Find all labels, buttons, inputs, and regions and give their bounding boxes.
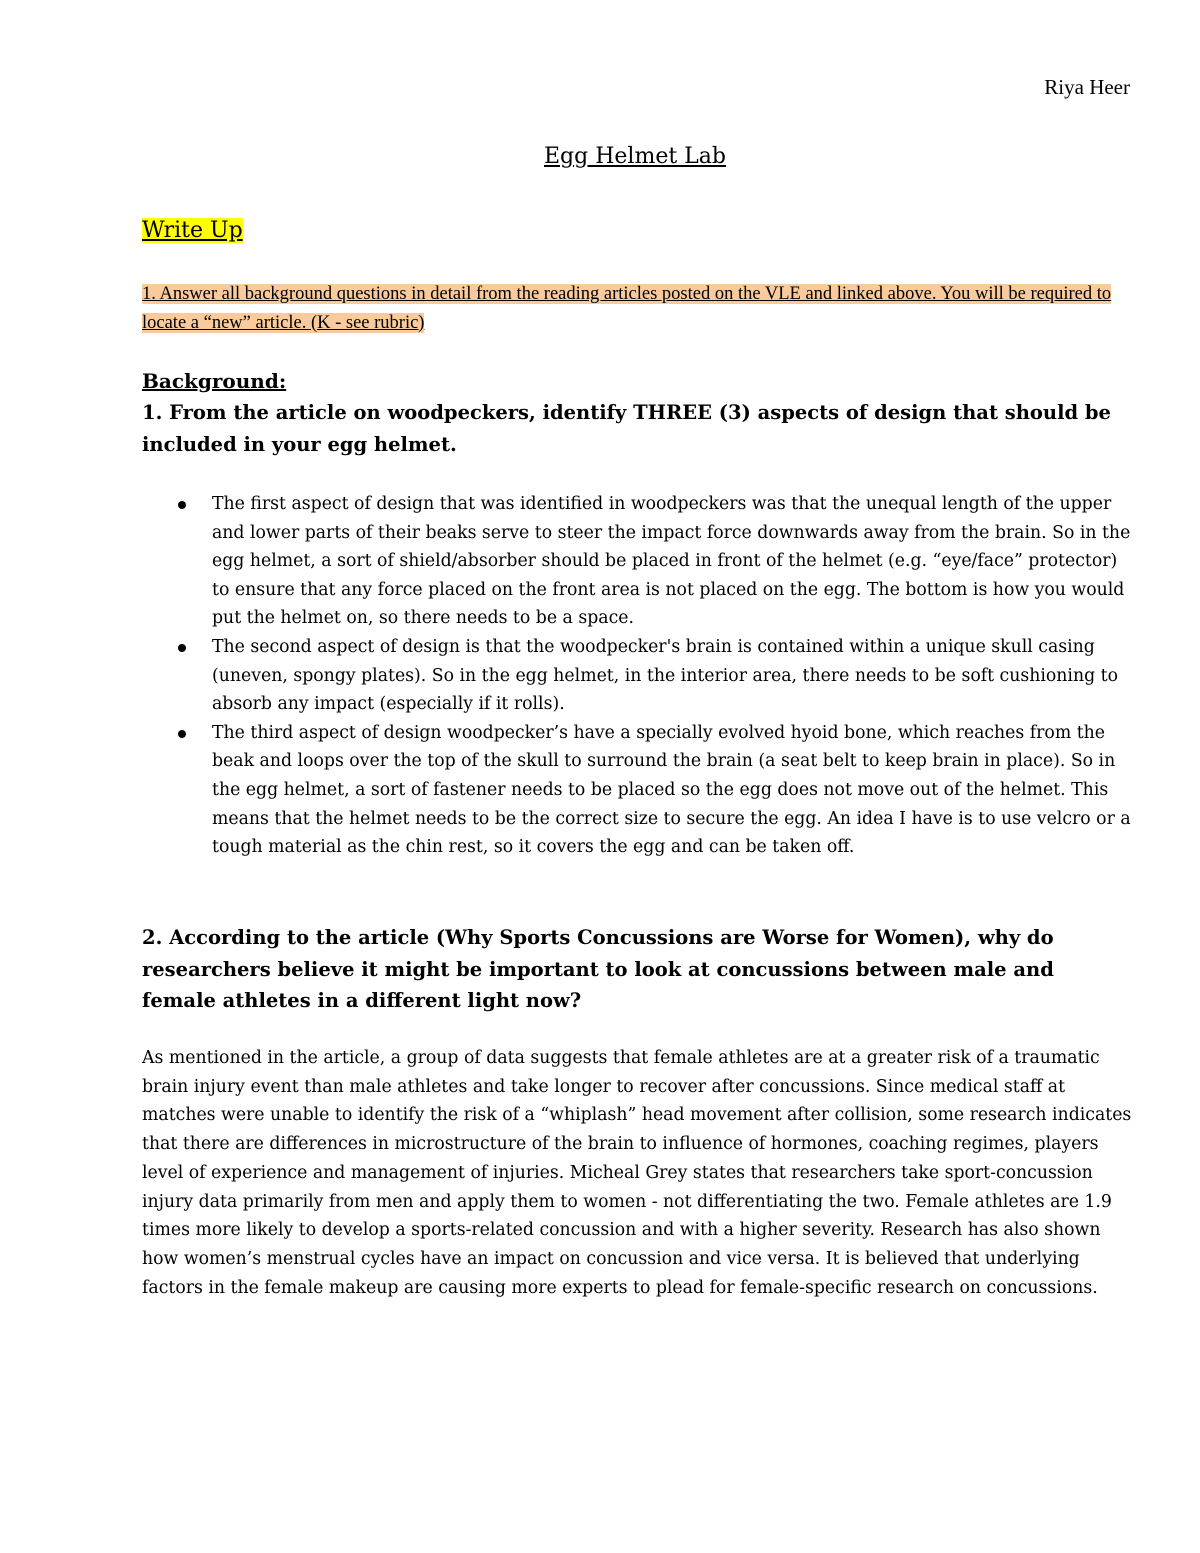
write-up-heading <box>142 216 243 246</box>
author-name: Riya Heer <box>1044 75 1130 99</box>
instruction-text <box>142 280 1122 337</box>
bullet-text-1: The first aspect of design that was identified in woodpeckers was that the unequal length of the upper and lower parts of their beaks serve to steer the impact force downwards away from the brain. So in the egg helmet, a sort of shield/absorber should be placed in front of the helmet (e.g. “eye/face” protector) to ensure that any force placed on the front area is not placed on the egg. The bottom is how you would put the helmet on, so there needs to be a space. <box>212 494 1131 629</box>
bullet-icon <box>178 730 186 738</box>
bullet-text-3: The third aspect of design woodpecker’s have a specially evolved hyoid bone, which reaches from the beak and loops over the top of the skull to surround the brain (a seat belt to keep brain in place). So in the egg helmet, a sort of fastener needs to be placed so the egg does not move out of the helmet. This means that the helmet needs to be the correct size to secure the egg. An idea I have is to use velcro or a tough material as the chin rest, so it covers the egg and can be taken off. <box>212 722 1131 858</box>
bullet-text-2: The second aspect of design is that the woodpecker's brain is contained within a unique skull casing (uneven, spongy plates). So in the egg helmet, in the interior area, there needs to be soft cushioning to absorb any impact (especially if it rolls). <box>212 636 1118 715</box>
bullet-icon <box>178 644 186 652</box>
question-2: 2. According to the article (Why Sports Concussions are Worse for Women), why do researchers believe it might be important to look at concussions between male and female athletes in a different light now? <box>142 926 1054 1012</box>
write-up-heading-text: Write Up <box>142 218 243 243</box>
background-heading: Background: <box>142 369 287 393</box>
bullet-item-2 <box>142 633 1132 719</box>
instruction-highlighted-text: 1. Answer all background questions in detail from the reading articles posted on the VLE and linked above. You will be required to locate a “new” article. (K - see rubric) <box>142 284 1112 333</box>
question-1: 1. From the article on woodpeckers, identify THREE (3) aspects of design that should be included in your egg helmet. <box>142 401 1111 456</box>
bullet-item-1 <box>142 490 1132 633</box>
bullet-list <box>142 490 1132 862</box>
bullet-item-3 <box>142 719 1132 862</box>
document-title: Egg Helmet Lab <box>544 144 726 169</box>
bullet-icon <box>178 501 186 509</box>
answer-2: As mentioned in the article, a group of data suggests that female athletes are at a greater risk of a traumatic brain injury event than male athletes and take longer to recover after concussions. Since medical staff at matches were unable to identify the risk of a “whiplash” head movement after collision, some research indicates that there are differences in microstructure of the brain to influence of hormones, coaching regimes, players level of experience and management of injuries. Micheal Grey states that researchers take sport-concussion injury data primarily from men and apply them to women - not differentiating the two. Female athletes are 1.9 times more likely to develop a sports-related concussion and with a higher severity. Research has also shown how women’s menstrual cycles have an impact on concussion and vice versa. It is believed that underlying factors in the female makeup are causing more experts to plead for female-specific research on concussions. <box>142 1048 1132 1298</box>
